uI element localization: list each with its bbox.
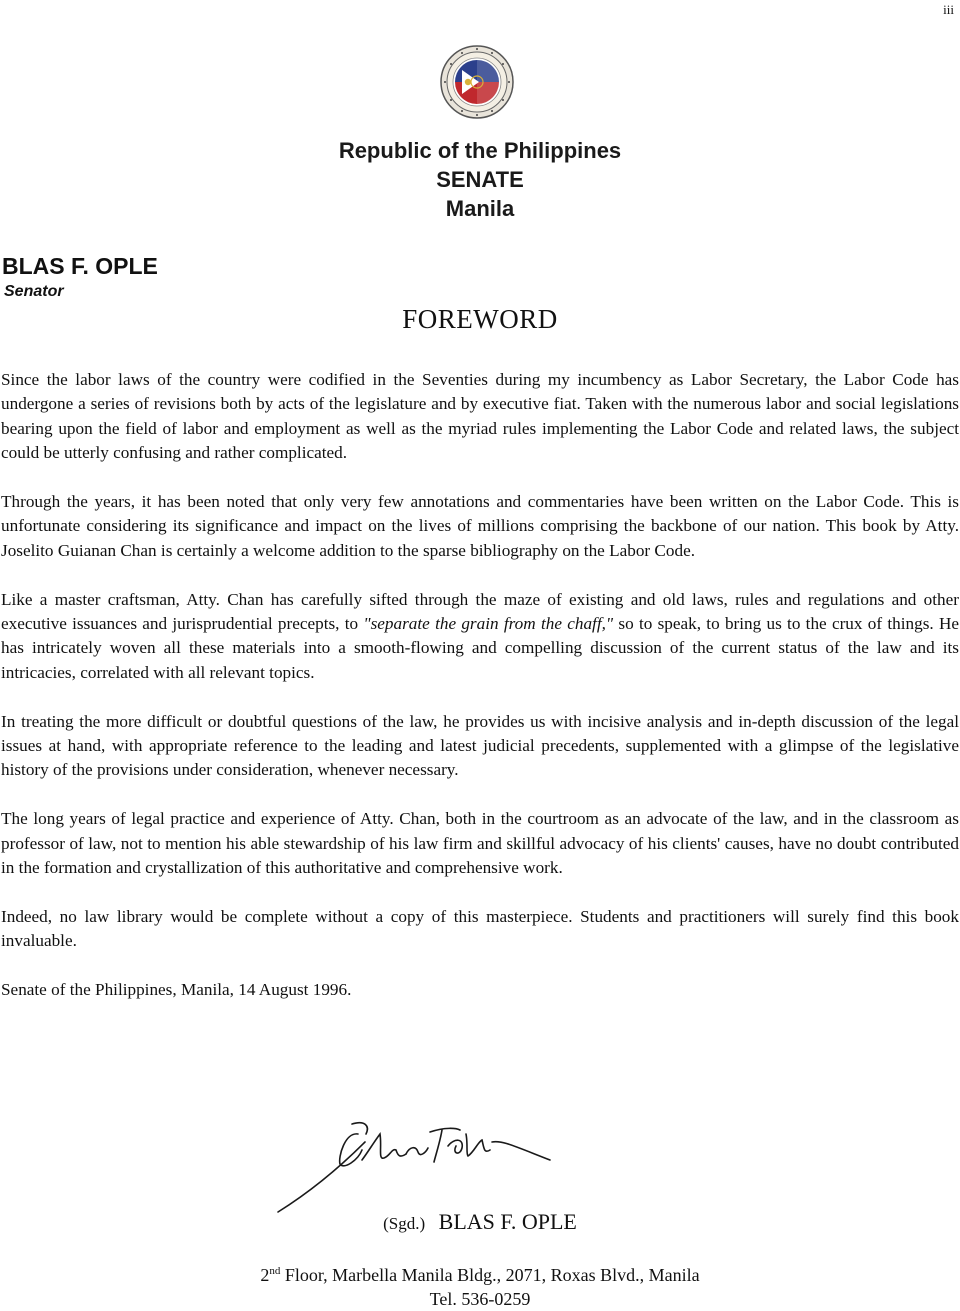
paragraph-3-end: so to speak, to bring us to the crux of things. He has intricately woven all these materials into a smooth-flowing and compelling discussion of the current status of the law and its intricacies, correlated with all relevant topics.	[1, 614, 959, 682]
handwritten-signature-icon	[270, 1112, 560, 1222]
page-title: FOREWORD	[402, 304, 558, 334]
page-number: iii	[943, 2, 954, 17]
paragraph-3	[1, 588, 959, 686]
foreword-body	[1, 368, 959, 1027]
letterhead-country: Republic of the Philippines	[338, 138, 622, 163]
sender-name: BLAS F. OPLE	[2, 253, 158, 279]
signature-block	[0, 1209, 960, 1235]
sender-title: Senator	[4, 283, 64, 300]
telephone-line: Tel. 536-0259	[429, 1289, 531, 1309]
footer-address	[0, 1259, 960, 1311]
paragraph-2: Through the years, it has been noted that only very few annotations and commentaries have been written on the Labor Code. This is unfortunate considering its significance and impact on the lives of millions comprising the backbone of our nation. This book by Atty. Joselito Guianan Chan is certainly a welcome addition to the sparse bibliography on the Labor Code.	[1, 492, 959, 560]
paragraph-4: In treating the more difficult or doubtful questions of the law, he provides us with incisive analysis and in-depth discussion of the legal issues at hand, with appropriate reference to the leading and latest judicial precedents, supplemented with a glimpse of the legislative history of the provisions under consideration, whenever necessary.	[1, 711, 959, 780]
letterhead	[0, 136, 960, 223]
paragraph-5: The long years of legal practice and experience of Atty. Chan, both in the courtroom as an advocate of the law, and in the classroom as professor of law, not to mention his able stewardship of his law firm and skillful advocacy of his clients' causes, have no doubt contributed in the formation and crystallization of this authoritative and comprehensive work.	[1, 809, 959, 878]
signatory-name: BLAS F. OPLE	[438, 1209, 577, 1234]
address-floor: 2	[260, 1265, 270, 1285]
address-line	[0, 1259, 960, 1287]
letterhead-city: Manila	[445, 196, 515, 221]
paragraph-3-start: Like a master craftsman, Atty. Chan has carefully sifted through the maze of existing and old laws, rules and regulations and other executive issuances and jurisprudential precepts, to	[1, 589, 959, 634]
address-rest: Floor, Marbella Manila Bldg., 2071, Roxas Blvd., Manila	[280, 1265, 700, 1285]
place-date-line: Senate of the Philippines, Manila, 14 August 1996.	[1, 980, 352, 1000]
paragraph-1: Since the labor laws of the country were codified in the Seventies during my incumbency as Labor Secretary, the Labor Code has undergone a series of revisions both by acts of the legislature and by executive fiat. Taken with the numerous labor and social legislations bearing upon the field of labor and employment as well as the myriad rules implementing the Labor Code and related laws, the subject could be utterly confusing and rather complicated.	[1, 370, 959, 463]
signed-prefix: (Sgd.)	[383, 1214, 426, 1233]
address-floor-suffix: nd	[269, 1265, 281, 1277]
senate-seal-icon	[432, 44, 522, 120]
letterhead-institution: SENATE	[436, 167, 524, 192]
paragraph-6: Indeed, no law library would be complete without a copy of this masterpiece. Students and practitioners will surely find this book invaluable.	[1, 906, 959, 951]
paragraph-3-quote: "separate the grain from the chaff,"	[363, 614, 614, 634]
